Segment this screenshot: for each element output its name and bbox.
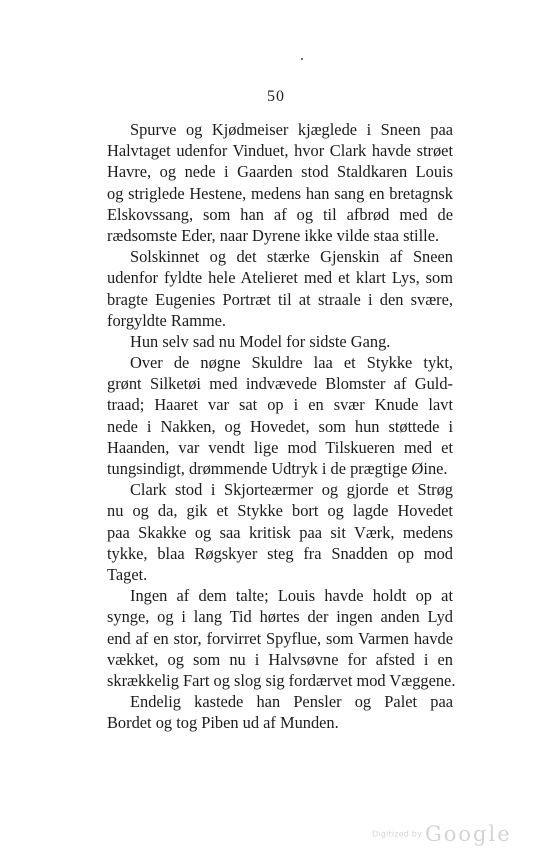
- page-number: 50: [267, 88, 285, 105]
- watermark-logo-text: Google: [425, 822, 512, 846]
- text-line: Ingen af dem talte; Louis havde holdt op at: [130, 586, 453, 606]
- text-line: Havre, og nede i Gaarden stod Staldkaren Louis: [107, 162, 453, 182]
- text-line: Elskovssang, som han af og til afbrød med de: [107, 204, 453, 224]
- text-line: Over de nøgne Skuldre laa et Stykke tykt,: [130, 353, 453, 373]
- text-line: Bordet og tog Piben ud af Munden.: [107, 713, 339, 733]
- text-line: og striglede Hestene, medens han sang en bretagnsk: [107, 183, 453, 203]
- print-speck: [301, 58, 303, 60]
- text-line: skrækkelig Fart og slog sig fordærvet mod Væggene.: [107, 670, 456, 690]
- text-line: nede i Nakken, og Hovedet, som hun støttede i: [107, 416, 453, 436]
- text-line: traad; Haaret var sat op i en svær Knude lavt: [107, 395, 453, 415]
- text-line: tungsindigt, drømmende Udtryk i de prægtige Øine.: [107, 459, 448, 478]
- text-line: vækket, og som nu i Halvsøvne for afsted i en: [107, 649, 453, 669]
- text-line: Endelig kastede han Pensler og Palet paa: [130, 692, 453, 712]
- text-line: nu og da, gik et Stykke bort og lagde Hovedet: [107, 501, 453, 521]
- text-line: grønt Silketøi med indvævede Blomster af Guld-: [107, 374, 453, 394]
- text-line: Spurve og Kjødmeiser kjæglede i Sneen paa: [130, 120, 453, 139]
- body-text: [107, 119, 456, 733]
- text-line: Solskinnet og det stærke Gjenskin af Sneen: [130, 247, 453, 267]
- text-line: udenfor fyldte hele Atelieret med et klart Lys, som: [107, 268, 453, 288]
- text-line: forgyldte Ramme.: [107, 310, 226, 330]
- text-line: bragte Eugenies Portræt til at straale i den svære,: [107, 289, 453, 309]
- text-line: paa Skakke og saa kritisk paa sit Værk, medens: [107, 522, 453, 542]
- text-line: synge, og i lang Tid hørtes der ingen anden Lyd: [107, 607, 453, 627]
- text-line: rædsomste Eder, naar Dyrene ikke vilde staa stille.: [107, 225, 440, 245]
- text-line: Hun selv sad nu Model for sidste Gang.: [130, 331, 391, 351]
- text-line: tykke, blaa Røgskyer steg fra Snadden op mod: [107, 543, 453, 563]
- text-line: Taget.: [107, 564, 148, 584]
- text-line: end af en stor, forvirret Spyflue, som Varmen havde: [107, 628, 453, 648]
- text-line: Clark stod i Skjorteærmer og gjorde et Strøg: [130, 480, 453, 500]
- digitization-watermark: [372, 822, 512, 846]
- watermark-prefix: Digitized by: [372, 829, 422, 839]
- text-line: Halvtaget udenfor Vinduet, hvor Clark havde strøet: [107, 141, 453, 161]
- text-line: Haanden, var vendt lige mod Tilskueren med et: [107, 437, 453, 457]
